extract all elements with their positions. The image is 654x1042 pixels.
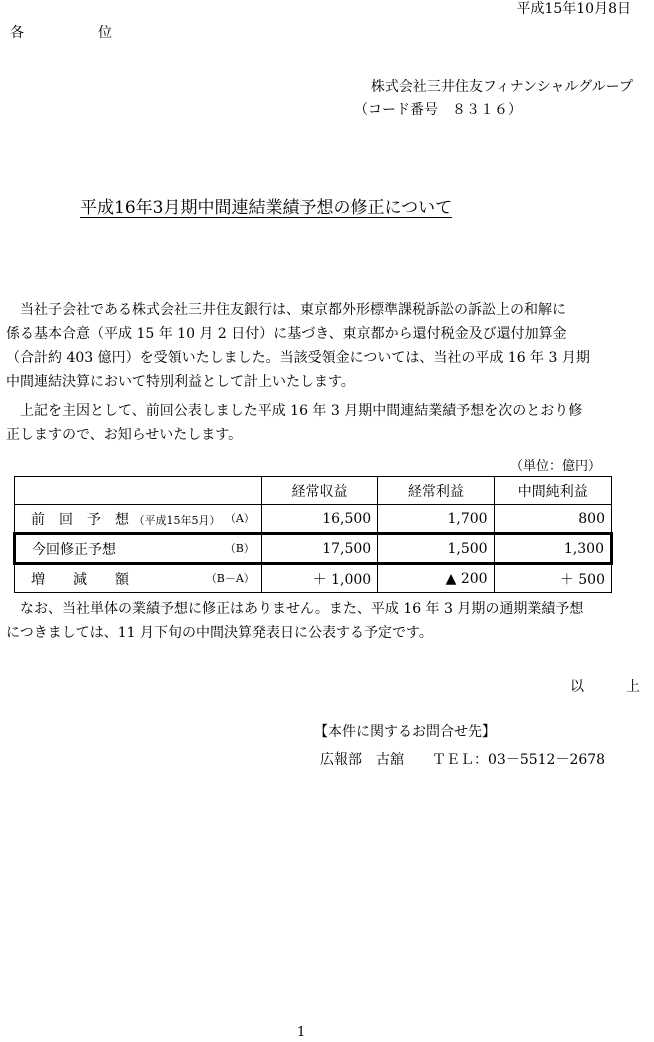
header-net-income: 中間純利益	[494, 477, 611, 505]
closing-mark: 以 上	[570, 679, 654, 695]
row-mark: （B－A）	[205, 572, 255, 585]
row-label	[15, 534, 262, 564]
forecast-table	[13, 476, 613, 593]
row-mark: （B）	[224, 542, 255, 555]
text-line: 当社子会社である株式会社三井住友銀行は、東京都外形標準課税訴訟の訴訟上の和解に	[6, 302, 566, 318]
row-label	[15, 505, 262, 534]
text-line: につきましては、11 月下旬の中間決算発表日に公表する予定です。	[6, 625, 433, 641]
paragraph-1	[6, 298, 616, 394]
text-line: なお、当社単体の業績予想に修正はありません。また、平成 16 年 3 月期の通期業績予想	[6, 601, 584, 617]
company-name: 株式会社三井住友フィナンシャルグループ	[370, 79, 633, 95]
stock-code: （コード番号 ８３１６）	[354, 102, 522, 118]
table-header-row	[15, 477, 612, 505]
table-cell: ＋ 500	[494, 564, 611, 593]
row-mark: （A）	[224, 512, 255, 525]
row-label-text: 今回修正予想	[32, 541, 116, 558]
recipient: 各 位	[10, 25, 142, 41]
text-line: 正しますので、お知らせいたします。	[6, 427, 243, 443]
contact-heading: 【本件に関するお問合せ先】	[314, 724, 496, 740]
header-ordinary-revenue: 経常収益	[261, 477, 377, 505]
document-title: 平成16年3月期中間連結業績予想の修正について	[80, 198, 453, 218]
text-line: 中間連結決算において特別利益として計上いたします。	[6, 374, 355, 390]
text-line: （合計約 403 億円）を受領いたしました。当該受領金については、当社の平成 16 年 3 月期	[6, 350, 590, 366]
table-row	[15, 564, 612, 593]
table-cell: 17,500	[261, 534, 377, 564]
table-row-highlighted	[15, 534, 612, 564]
row-label-text: 前 回 予 想	[31, 511, 129, 528]
row-label	[15, 564, 262, 593]
table-cell: 16,500	[261, 505, 377, 534]
paragraph-3	[6, 597, 616, 645]
header-ordinary-profit: 経常利益	[378, 477, 494, 505]
page-number: 1	[297, 1025, 306, 1040]
text-line: 係る基本合意（平成 15 年 10 月 2 日付）に基づき、東京都から還付税金及び還付加算金	[6, 326, 567, 342]
table-cell: 1,300	[494, 534, 611, 564]
table-cell: 1,700	[378, 505, 494, 534]
text-line: 上記を主因として、前回公表しました平成 16 年 3 月期中間連結業績予想を次のとおり修	[6, 403, 583, 419]
table-unit: （単位：億円）	[510, 459, 602, 474]
row-label-text: 増 減 額	[31, 571, 129, 588]
table-row	[15, 505, 612, 534]
paragraph-2	[6, 399, 616, 447]
document-date: 平成15年10月8日	[516, 1, 631, 17]
table-cell: 800	[494, 505, 611, 534]
table-cell: ＋ 1,000	[261, 564, 377, 593]
table-cell: 1,500	[378, 534, 494, 564]
header-blank	[15, 477, 262, 505]
table-cell: ▲ 200	[378, 564, 494, 593]
row-label-sub: （平成15年5月）	[133, 513, 221, 527]
contact-line: 広報部 古舘 ＴＥＬ：03－5512－2678	[320, 752, 606, 768]
